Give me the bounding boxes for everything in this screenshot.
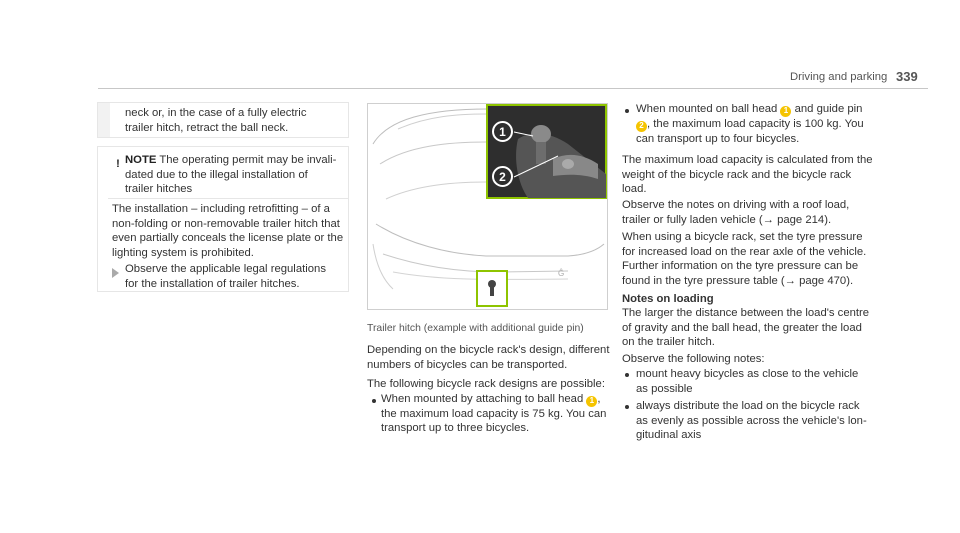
bullet-dot: [625, 109, 629, 113]
continuation-box: [97, 102, 349, 138]
car-rear-illustration: [368, 104, 607, 309]
trailer-hitch-figure: [367, 103, 608, 310]
bullet-dot: [625, 405, 629, 409]
right-bullet-1: When mounted on ball head 1 and guide pin 2 , the maximum load capacity is 100 kg. You can transport up to four bicycles.: [636, 103, 864, 145]
svg-text:Ĝ: Ĝ: [558, 269, 565, 278]
figure-caption: Trailer hitch (example with additional guide pin): [367, 323, 584, 334]
running-header-section: Driving and parking: [790, 71, 888, 83]
right-paragraph-3: When using a bicycle rack, set the tyre pressure for increased load on the rear axle of the vehicle. Further information on the tyre pressure can be found in the tyre pressure table (→ page 470).: [622, 231, 867, 287]
middle-paragraph-1: Depending on the bicycle rack's design, different numbers of bicycles can be transported.: [367, 344, 610, 371]
section-heading: Notes on loading: [622, 293, 714, 305]
right-paragraph-4: The larger the distance between the load's centre of gravity and the ball head, the greater the load on the trailer hitch.: [622, 307, 870, 349]
bullet-dot: [625, 373, 629, 377]
header-rule: [98, 88, 928, 89]
bullet-dot: [372, 399, 376, 403]
middle-bullet-1: When mounted by attaching to ball head 1 , the maximum load capacity is 75 kg. You can transport up to three bicycles.: [381, 393, 607, 435]
page-number: 339: [896, 69, 918, 84]
note-action: Observe the applicable legal regulations for the installation of trailer hitches.: [125, 263, 326, 290]
figure-callout-2: 2: [492, 166, 513, 187]
right-paragraph-2: Observe the notes on driving with a roof load, trailer or fully laden vehicle (→ page 214).: [622, 199, 850, 226]
action-triangle-icon: [112, 265, 119, 283]
right-paragraph-5: Observe the following notes:: [622, 353, 765, 365]
note-label: NOTE: [125, 154, 157, 166]
right-bullet-2: mount heavy bicycles as close to the vehicle as possible: [636, 368, 859, 395]
exclamation-icon: !: [116, 158, 120, 170]
callout-2-icon: 2: [636, 121, 647, 132]
note-box: [97, 146, 349, 292]
continuation-text: neck or, in the case of a fully electric trailer hitch, retract the ball neck.: [125, 107, 307, 134]
note-intro: NOTE The operating permit may be invali- dated due to the illegal installation of trailer hitches: [125, 154, 337, 196]
box-side-stripe: [98, 103, 110, 137]
callout-1-icon: 1: [780, 106, 791, 117]
middle-paragraph-2: The following bicycle rack designs are possible:: [367, 378, 605, 390]
note-paragraph: The installation – including retrofitting – of a non-folding or non-removable trailer hitch that even partially conceals the license plate or the lighting system is prohibited.: [112, 203, 344, 259]
note-header-row: [112, 154, 124, 172]
note-divider: [108, 198, 348, 199]
right-paragraph-1: The maximum load capacity is calculated from the weight of the bicycle rack and the bicycle rack load.: [622, 154, 873, 196]
right-bullet-3: always distribute the load on the bicycle rack as evenly as possible across the vehicle's lon- gitudinal axis: [636, 400, 867, 442]
callout-1-icon: 1: [586, 396, 597, 407]
figure-callout-1: 1: [492, 121, 513, 142]
